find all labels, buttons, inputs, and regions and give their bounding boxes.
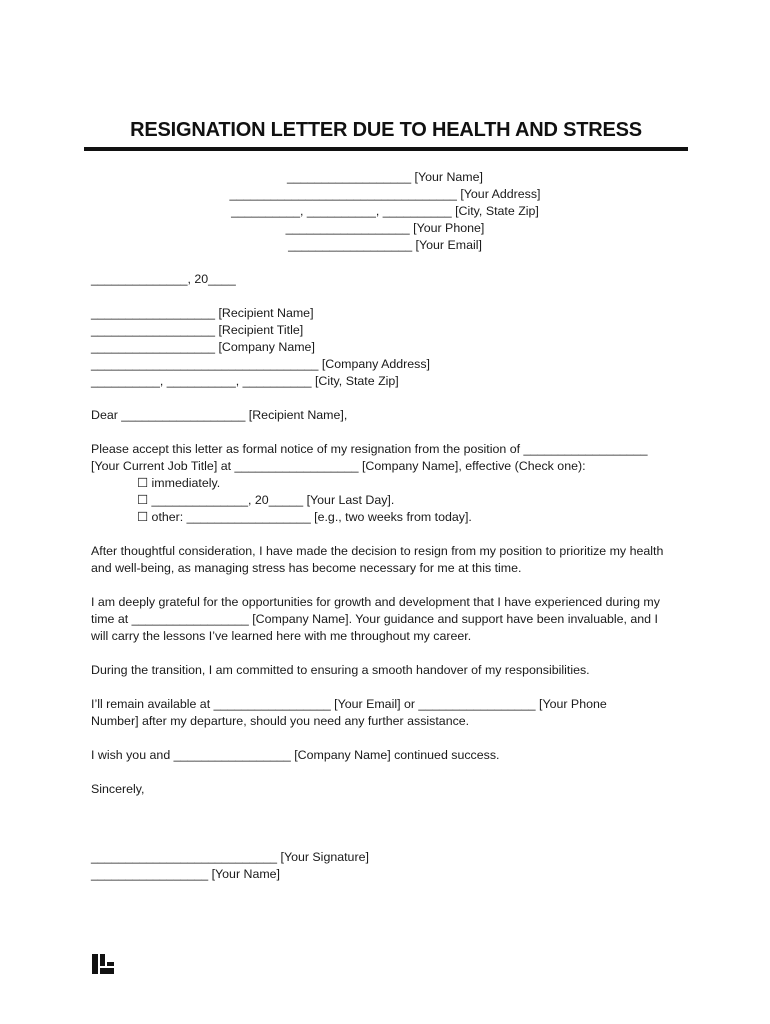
- availability-paragraph-line[interactable]: I’ll remain available at _________________ [Your Email] or _________________ [Your Phone: [91, 697, 607, 711]
- recipient-company-field[interactable]: __________________ [Company Name]: [91, 340, 315, 354]
- option-other-checkbox[interactable]: ☐ other: __________________ [e.g., two weeks from today].: [137, 510, 472, 524]
- gratitude-paragraph-line: will carry the lessons I’ve learned here with me throughout my career.: [91, 629, 472, 643]
- sender-email-field[interactable]: __________________ [Your Email]: [288, 238, 482, 252]
- option-last-day-checkbox[interactable]: ☐ ______________, 20_____ [Your Last Day].: [137, 493, 395, 507]
- legal-templates-logo-icon: [92, 954, 114, 974]
- sender-city-field[interactable]: __________, __________, __________ [City, State Zip]: [231, 204, 539, 218]
- health-paragraph-line: and well-being, as managing stress has become necessary for me at this time.: [91, 561, 522, 575]
- availability-paragraph-line: Number] after my departure, should you need any further assistance.: [91, 714, 470, 728]
- sender-name-field[interactable]: __________________ [Your Name]: [287, 170, 483, 184]
- option-immediately-checkbox[interactable]: ☐ immediately.: [137, 476, 221, 490]
- recipient-city-field[interactable]: __________, __________, __________ [City, State Zip]: [91, 374, 399, 388]
- document-title: RESIGNATION LETTER DUE TO HEALTH AND STRESS: [130, 119, 642, 141]
- salutation[interactable]: Dear __________________ [Recipient Name],: [91, 408, 348, 422]
- sender-block: [0, 169, 770, 254]
- resignation-paragraph-line[interactable]: [Your Current Job Title] at __________________ [Company Name], effective (Check one):: [91, 459, 586, 473]
- letter-body: [91, 271, 691, 883]
- sender-phone-field[interactable]: __________________ [Your Phone]: [285, 221, 485, 235]
- gratitude-paragraph-line[interactable]: time at _________________ [Company Name]. Your guidance and support have been invaluable, and I: [91, 612, 658, 626]
- wish-paragraph[interactable]: I wish you and _________________ [Company Name] continued success.: [91, 748, 500, 762]
- title-divider: [84, 147, 688, 151]
- health-paragraph-line: After thoughtful consideration, I have made the decision to resign from my position to prioritize my health: [91, 544, 664, 558]
- recipient-title-field[interactable]: __________________ [Recipient Title]: [91, 323, 304, 337]
- sender-address-field[interactable]: _________________________________ [Your Address]: [229, 187, 541, 201]
- date-field[interactable]: ______________, 20____: [91, 272, 236, 286]
- recipient-name-field[interactable]: __________________ [Recipient Name]: [91, 306, 314, 320]
- closing: Sincerely,: [91, 782, 145, 796]
- signer-name-field[interactable]: _________________ [Your Name]: [91, 867, 281, 881]
- gratitude-paragraph-line: I am deeply grateful for the opportunities for growth and development that I have experienced during my: [91, 595, 660, 609]
- resignation-paragraph-line[interactable]: Please accept this letter as formal notice of my resignation from the position of __________________: [91, 442, 648, 456]
- signature-field[interactable]: ___________________________ [Your Signature]: [91, 850, 369, 864]
- recipient-address-field[interactable]: _________________________________ [Company Address]: [91, 357, 430, 371]
- transition-paragraph: During the transition, I am committed to ensuring a smooth handover of my responsibilities.: [91, 663, 590, 677]
